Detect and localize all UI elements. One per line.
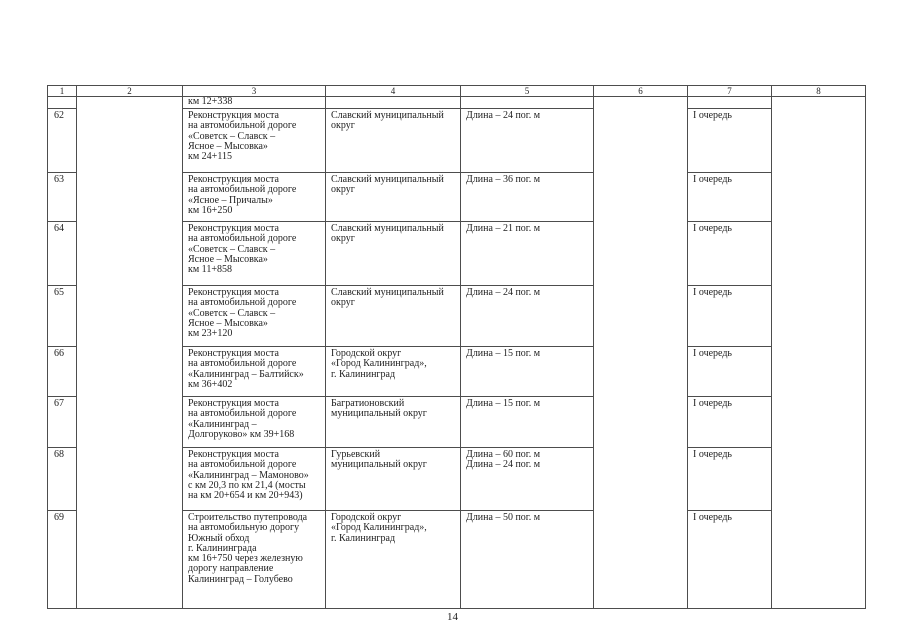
projects-table (47, 85, 866, 609)
stage-cell (688, 97, 772, 109)
row-number-cell: 67 (48, 397, 77, 448)
column-2-merged-cell (77, 97, 183, 609)
object-cell: Реконструкция моста на автомобильной дороге «Советск – Славск – Ясное – Мысовка» км 23+120 (183, 286, 326, 347)
parameters-cell: Длина – 36 пог. м (461, 173, 594, 222)
municipality-cell: Славский муниципальный округ (326, 173, 461, 222)
municipality-cell (326, 97, 461, 109)
row-number-cell: 68 (48, 448, 77, 511)
header-cell-2: 2 (77, 86, 183, 97)
municipality-cell: Багратионовский муниципальный округ (326, 397, 461, 448)
parameters-cell: Длина – 15 пог. м (461, 347, 594, 397)
parameters-cell: Длина – 50 пог. м (461, 511, 594, 609)
stage-cell: I очередь (688, 222, 772, 286)
stage-cell: I очередь (688, 109, 772, 173)
object-cell: Реконструкция моста на автомобильной дороге «Ясное – Причалы» км 16+250 (183, 173, 326, 222)
header-cell-7: 7 (688, 86, 772, 97)
row-number-cell: 66 (48, 347, 77, 397)
municipality-cell: Славский муниципальный округ (326, 286, 461, 347)
header-cell-4: 4 (326, 86, 461, 97)
object-cell: Реконструкция моста на автомобильной дороге «Советск – Славск – Ясное – Мысовка» км 24+115 (183, 109, 326, 173)
municipality-cell: Городской округ «Город Калининград», г. Калининград (326, 347, 461, 397)
header-cell-5: 5 (461, 86, 594, 97)
parameters-cell: Длина – 21 пог. м (461, 222, 594, 286)
header-cell-3: 3 (183, 86, 326, 97)
continuation-row (48, 97, 866, 109)
object-cell: Реконструкция моста на автомобильной дороге «Калининград – Балтийск» км 36+402 (183, 347, 326, 397)
municipality-cell: Славский муниципальный округ (326, 222, 461, 286)
object-cell: км 12+338 (183, 97, 326, 109)
stage-cell: I очередь (688, 448, 772, 511)
parameters-cell: Длина – 15 пог. м (461, 397, 594, 448)
stage-cell: I очередь (688, 347, 772, 397)
header-cell-6: 6 (594, 86, 688, 97)
object-cell: Строительство путепровода на автомобильную дорогу Южный обход г. Калининграда км 16+750 через железную дорогу направление Калининград – Голубево (183, 511, 326, 609)
object-cell: Реконструкция моста на автомобильной дороге «Советск – Славск – Ясное – Мысовка» км 11+858 (183, 222, 326, 286)
row-number-cell: 69 (48, 511, 77, 609)
municipality-cell: Городской округ «Город Калининград», г. Калининград (326, 511, 461, 609)
header-cell-1: 1 (48, 86, 77, 97)
table-header-row (48, 86, 866, 97)
parameters-cell: Длина – 60 пог. м Длина – 24 пог. м (461, 448, 594, 511)
stage-cell: I очередь (688, 173, 772, 222)
municipality-cell: Гурьевский муниципальный округ (326, 448, 461, 511)
municipality-cell: Славский муниципальный округ (326, 109, 461, 173)
stage-cell: I очередь (688, 286, 772, 347)
header-cell-8: 8 (772, 86, 866, 97)
column-6-merged-cell (594, 97, 688, 609)
stage-cell: I очередь (688, 397, 772, 448)
stage-cell: I очередь (688, 511, 772, 609)
row-number-cell: 64 (48, 222, 77, 286)
page-number: 14 (447, 611, 458, 623)
parameters-cell: Длина – 24 пог. м (461, 286, 594, 347)
row-number-cell (48, 97, 77, 109)
row-number-cell: 65 (48, 286, 77, 347)
row-number-cell: 62 (48, 109, 77, 173)
object-cell: Реконструкция моста на автомобильной дороге «Калининград – Долгоруково» км 39+168 (183, 397, 326, 448)
object-cell: Реконструкция моста на автомобильной дороге «Калининград – Мамоново» с км 20,3 по км 21,4 (мосты на км 20+654 и км 20+943) (183, 448, 326, 511)
column-8-merged-cell (772, 97, 866, 609)
parameters-cell: Длина – 24 пог. м (461, 109, 594, 173)
parameters-cell (461, 97, 594, 109)
row-number-cell: 63 (48, 173, 77, 222)
